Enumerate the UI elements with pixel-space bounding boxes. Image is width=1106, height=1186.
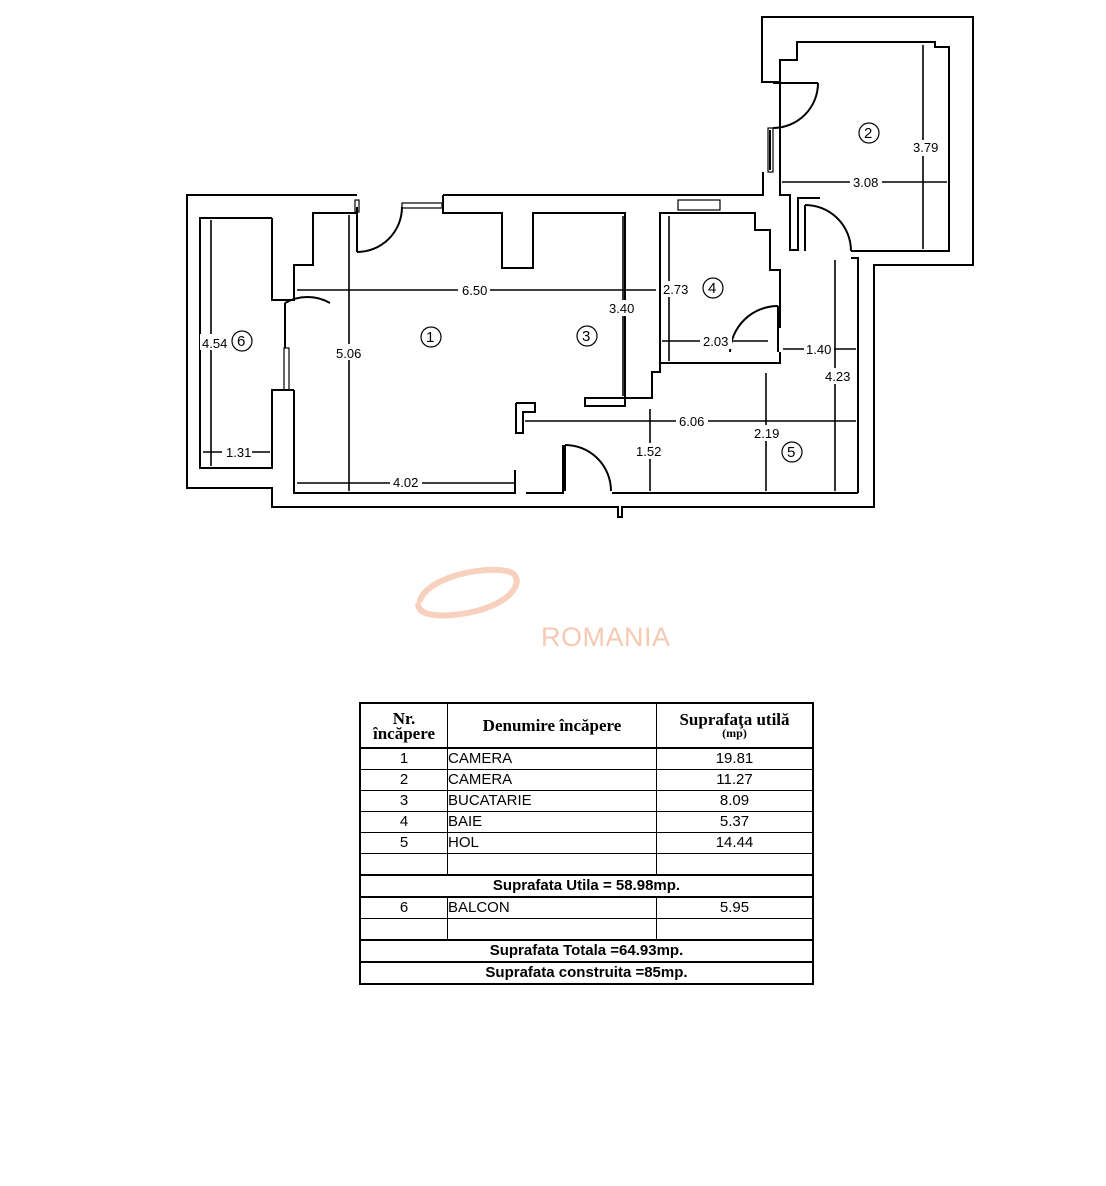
table-row-empty <box>360 854 813 876</box>
cell-nr: 5 <box>360 833 448 854</box>
room-marker-2: 2 <box>864 125 873 142</box>
cell-area: 11.27 <box>657 770 814 791</box>
cell-nr: 2 <box>360 770 448 791</box>
table-header-row <box>360 703 813 748</box>
room-marker-1: 1 <box>426 329 435 346</box>
rooms-table <box>359 702 814 985</box>
room-marker-6: 6 <box>237 333 246 350</box>
dim-4-54: 4.54 <box>202 336 228 351</box>
table-row <box>360 791 813 812</box>
dim-6-06: 6.06 <box>679 414 705 429</box>
useful-total-row <box>360 875 813 897</box>
dim-2-03: 2.03 <box>703 334 729 349</box>
cell-area: 5.37 <box>657 812 814 833</box>
door-hall <box>805 205 851 251</box>
useful-total: Suprafata Utila = 58.98mp. <box>360 875 813 897</box>
dim-1-52: 1.52 <box>636 444 662 459</box>
watermark-logo <box>410 560 710 670</box>
total-row <box>360 940 813 962</box>
room-marker-5: 5 <box>787 444 796 461</box>
floor-plan <box>0 0 1106 560</box>
watermark-text: ROMANIA <box>541 622 671 652</box>
header-nr-line2: încăpere <box>372 723 435 743</box>
dim-4-02: 4.02 <box>393 475 419 490</box>
exterior-walls <box>187 17 973 517</box>
dimension-lines <box>203 45 947 491</box>
dim-3-40: 3.40 <box>609 301 635 316</box>
table-row <box>360 748 813 770</box>
header-area-unit: (mp) <box>722 726 747 740</box>
header-name: Denumire încăpere <box>448 703 657 748</box>
dim-3-79: 3.79 <box>913 140 939 155</box>
header-nr <box>360 703 448 748</box>
cell-nr: 4 <box>360 812 448 833</box>
dim-5-06: 5.06 <box>336 346 362 361</box>
dim-1-40: 1.40 <box>806 342 832 357</box>
cell-nr: 1 <box>360 748 448 770</box>
dim-2-73: 2.73 <box>663 282 689 297</box>
door-bath <box>730 306 778 352</box>
door-room1 <box>357 207 402 252</box>
cell-area: 14.44 <box>657 833 814 854</box>
total-area: Suprafata Totala =64.93mp. <box>360 940 813 962</box>
room-markers <box>232 123 879 462</box>
room-marker-3: 3 <box>582 328 591 345</box>
cell-name: BALCON <box>448 897 657 919</box>
table-row <box>360 770 813 791</box>
interior-walls <box>200 42 949 493</box>
dim-4-23: 4.23 <box>825 369 851 384</box>
cell-name: BUCATARIE <box>448 791 657 812</box>
door-balcony <box>285 297 330 303</box>
header-area-label: Suprafaţa utilă <box>679 710 790 729</box>
cell-name: HOL <box>448 833 657 854</box>
dim-2-19: 2.19 <box>754 426 780 441</box>
cell-name: CAMERA <box>448 748 657 770</box>
room-marker-4: 4 <box>708 280 717 297</box>
header-nr-line1: Nr. <box>392 708 416 728</box>
cell-area: 19.81 <box>657 748 814 770</box>
table-row-balcony <box>360 897 813 919</box>
table-row <box>360 833 813 854</box>
dim-1-31: 1.31 <box>226 445 252 460</box>
cell-area: 5.95 <box>657 897 814 919</box>
header-area <box>657 703 814 748</box>
dim-6-50: 6.50 <box>462 283 488 298</box>
built-row <box>360 962 813 984</box>
cell-area: 8.09 <box>657 791 814 812</box>
table-row-empty <box>360 919 813 941</box>
cell-nr: 6 <box>360 897 448 919</box>
door-entrance <box>565 445 611 491</box>
table-row <box>360 812 813 833</box>
built-area: Suprafata construita =85mp. <box>360 962 813 984</box>
cell-name: CAMERA <box>448 770 657 791</box>
dim-3-08: 3.08 <box>853 175 879 190</box>
cell-name: BAIE <box>448 812 657 833</box>
cell-nr: 3 <box>360 791 448 812</box>
dimension-labels <box>200 140 940 491</box>
